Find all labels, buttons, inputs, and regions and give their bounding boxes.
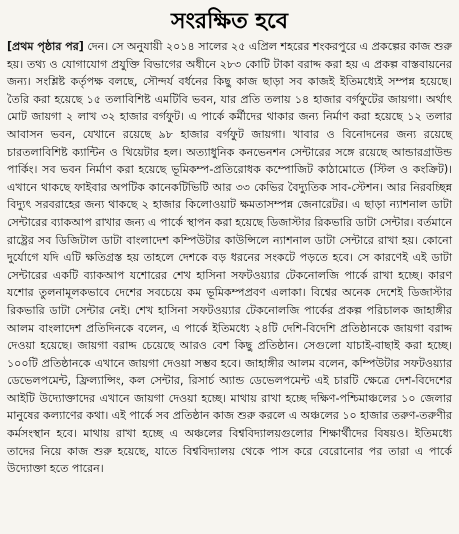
article-body — [7, 38, 452, 478]
article-text: দেন। সে অনুযায়ী ২০১৪ সালের ২৫ এপ্রিল শহরের শংকরপুরে এ প্রকল্পের কাজ শুরু হয়। তথ্য ও যোগাযোগ প্রযুক্তি বিভাগের অধীনে ২৮৩ কোটি টাকা বরাদ্দ করা হয় এ প্রকল্প বাস্তবায়নের জন্য। সংশ্লিষ্ট কর্তৃপক্ষ বলছে, সৌন্দর্য বর্ধনের কিছু কাজ ছাড়া সব কাজই ইতিমধ্যেই সম্পন্ন হয়েছে। তৈরি করা হয়েছে ১৫ তলাবিশিষ্ট এমটিবি ভবন, যার প্রতি তলায় ১৪ হাজার বর্গফুটের জায়গা। অর্থাৎ মোট জায়গা ২ লাখ ৩২ হাজার বর্গফুট। এ পার্কে কর্মীদের থাকার জন্য নির্মাণ করা হয়েছে ১২ তলার আবাসন ভবন, যেখানে রয়েছে ৯৮ হাজার বর্গফুট জায়গা। খাবার ও বিনোদনের জন্য রয়েছে চারতলাবিশিষ্ট ক্যান্টিন ও থিয়েটার হল। অত্যাধুনিক কনভেনশন সেন্টারের সঙ্গে রয়েছে আন্ডারগ্রাউন্ড পার্কিং। সব ভবন নির্মাণ করা হয়েছে ভূমিকম্প-প্রতিরোধক কম্পোজিট কাঠামোতে (স্টিল ও কংক্রিট)। এখানে থাকছে ফাইবার অপটিক কানেকটিভিটি আর ৩৩ কেভির বৈদ্যুতিক সাব-স্টেশন। আর নিরবচ্ছিন্ন বিদ্যুৎ সরবরাহের জন্য থাকছে ২ হাজার কিলোওয়াট ক্ষমতাসম্পন্ন জেনারেটর। এ ছাড়া ন্যাশনাল ডাটা সেন্টারের ব্যাকআপ রাখার জন্য এ পার্কে স্থাপন করা হয়েছে ডিজাস্টার রিকভারি ডাটা সেন্টার। বর্তমানে রাষ্ট্রের সব ডিজিটাল ডাটা বাংলাদেশ কম্পিউটার কাউন্সিলে ন্যাশনাল ডাটা সেন্টারে রাখা হয়। কোনো দুর্যোগে যদি এটি ক্ষতিগ্রস্ত হয় তাহলে দেশকে বড় ধরনের সংকটে পড়তে হবে। সে কারণেই এই ডাটা সেন্টারের একটি ব্যাকআপ যশোরের শেখ হাসিনা সফটওয়্যার টেকনোলজি পার্কে রাখা হচ্ছে। কারণ যশোর তুলনামূলকভাবে দেশের সবচেয়ে কম ভূমিকম্পপ্রবণ এলাকা। বিশ্বের অনেক দেশেই ডিজাস্টার রিকভারি ডাটা সেন্টার নেই। শেখ হাসিনা সফটওয়্যার টেকনোলজি পার্কের প্রকল্প পরিচালক জাহাঙ্গীর আলম বাংলাদেশ প্রতিদিনকে বলেন, এ পার্কে ইতিমধ্যে ২৪টি দেশি-বিদেশি প্রতিষ্ঠানকে জায়গা বরাদ্দ দেওয়া হয়েছে। জায়গা বরাদ্দ চেয়েছে আরও বেশ কিছু প্রতিষ্ঠান। সেগুলো যাচাই-বাছাই করা হচ্ছে। ১০০টি প্রতিষ্ঠানকে এখানে জায়গা দেওয়া সম্ভব হবে। জাহাঙ্গীর আলম বলেন, কম্পিউটার সফটওয়্যার ডেভেলপমেন্ট, ফ্রিল্যান্সিং, কল সেন্টার, রিসার্চ অ্যান্ড ডেভেলপমেন্ট এই চারটি ক্ষেত্রে দেশ-বিদেশের আইটি উদ্যোক্তাদের এখানে জায়গা দেওয়া হচ্ছে। মাথায় রাখা হচ্ছে দক্ষিণ-পশ্চিমাঞ্চলের ১০ জেলার মানুষের কল্যাণের কথা। এই পার্কে সব প্রতিষ্ঠান কাজ শুরু করলে এ অঞ্চলের ১০ হাজার তরুণ-তরুণীর কর্মসংস্থান হবে। মাথায় রাখা হচ্ছে এ অঞ্চলের বিশ্ববিদ্যালয়গুলোর শিক্ষার্থীদের বিষয়ও। ইতিমধ্যে তাদের নিয়ে কাজ শুরু হয়েছে, যাতে বিশ্ববিদ্যালয় থেকে পাস করে বেরোনোর পর তারা এ পার্কে উদ্যোক্তা হতে পারেন। — [7, 40, 452, 476]
continuation-marker: [প্রথম পৃষ্ঠার পর] — [7, 40, 84, 53]
headline: সংরক্ষিত হবে — [170, 8, 289, 34]
